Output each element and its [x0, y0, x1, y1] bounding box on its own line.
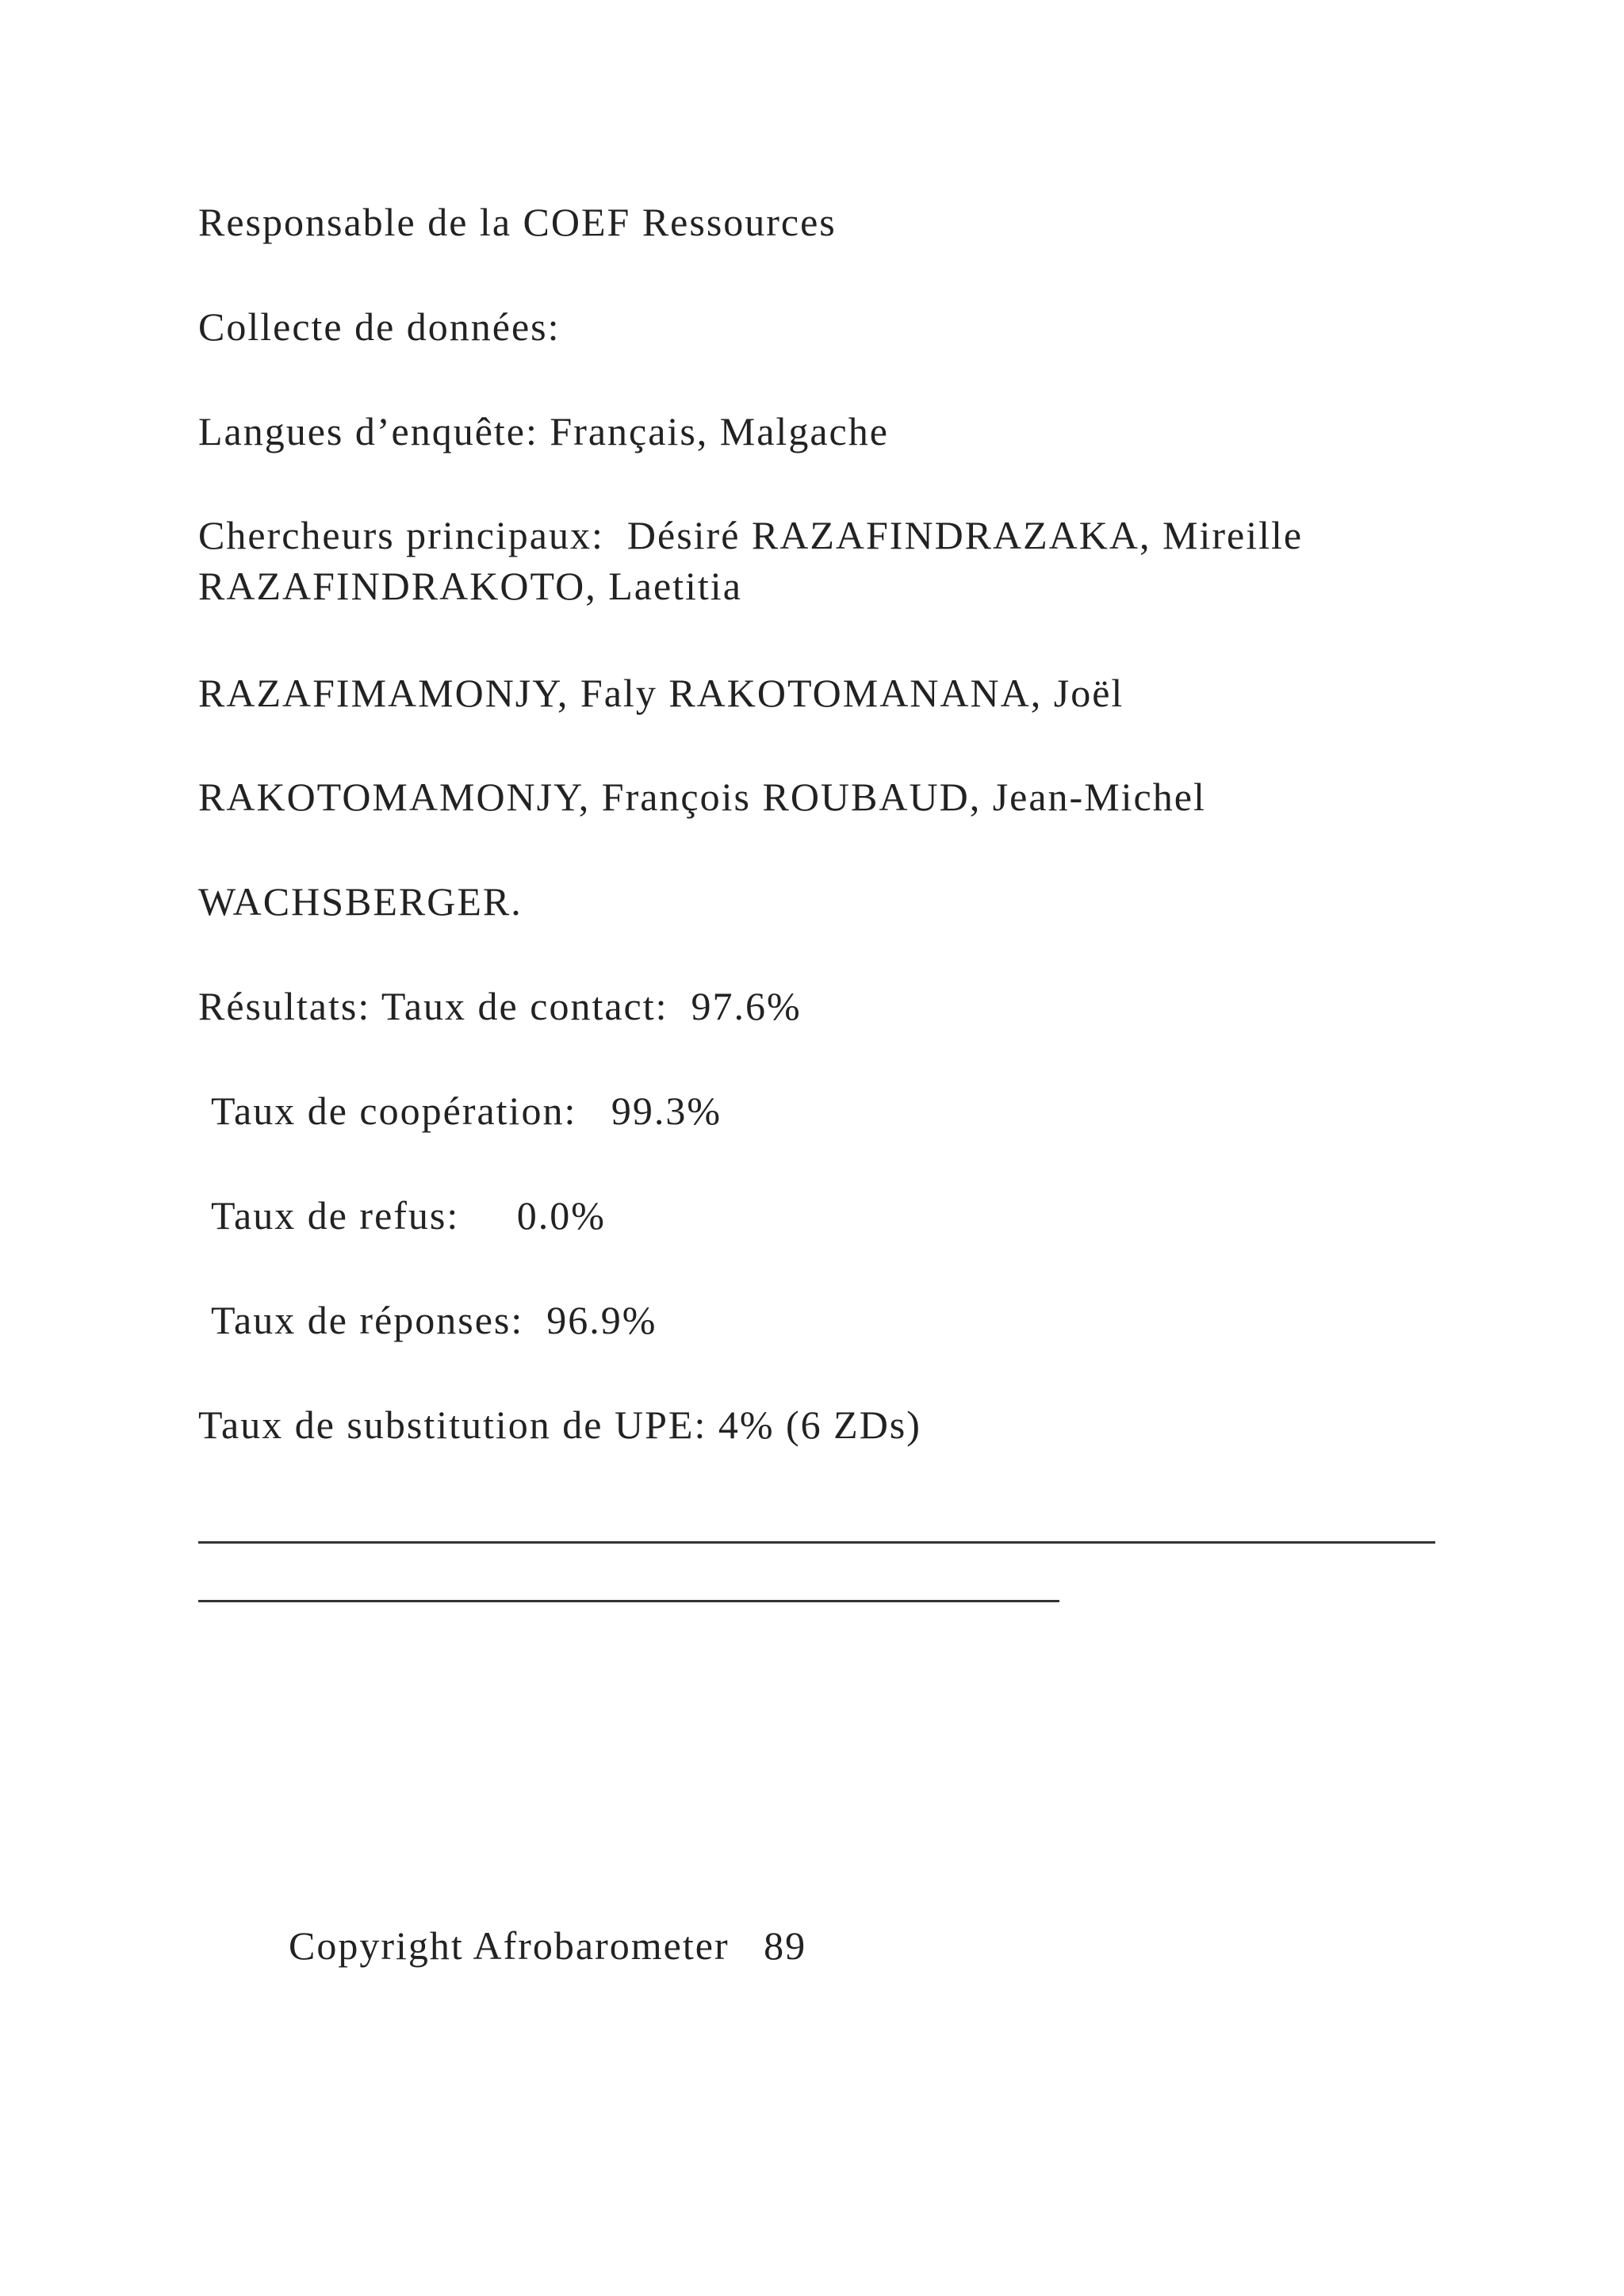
collecte-heading: Collecte de données: — [198, 304, 561, 349]
chercheurs-line-5: WACHSBERGER. — [198, 879, 523, 924]
separator-rule-1 — [198, 1541, 1435, 1544]
chercheurs-line-1: Chercheurs principaux: Désiré RAZAFINDRAZAKA, Mireille — [198, 513, 1304, 557]
chercheurs-line-3: RAZAFIMAMONJY, Faly RAKOTOMANANA, Joël — [198, 671, 1124, 715]
taux-substitution-line: Taux de substitution de UPE: 4% (6 ZDs) — [198, 1402, 921, 1447]
resultats-contact-line: Résultats: Taux de contact: 97.6% — [198, 984, 802, 1028]
taux-reponses-line: Taux de réponses: 96.9% — [211, 1298, 657, 1342]
taux-refus-line: Taux de refus: 0.0% — [211, 1193, 606, 1238]
separator-rule-2 — [198, 1600, 1059, 1602]
taux-cooperation-line: Taux de coopération: 99.3% — [211, 1089, 722, 1133]
footer-copyright: Copyright Afrobarometer 89 — [289, 1923, 807, 1968]
responsable-line: Responsable de la COEF Ressources — [198, 200, 837, 244]
chercheurs-line-2: RAZAFINDRAKOTO, Laetitia — [198, 564, 742, 608]
chercheurs-line-4: RAKOTOMAMONJY, François ROUBAUD, Jean-Michel — [198, 775, 1206, 819]
langues-line: Langues d’enquête: Français, Malgache — [198, 409, 889, 453]
